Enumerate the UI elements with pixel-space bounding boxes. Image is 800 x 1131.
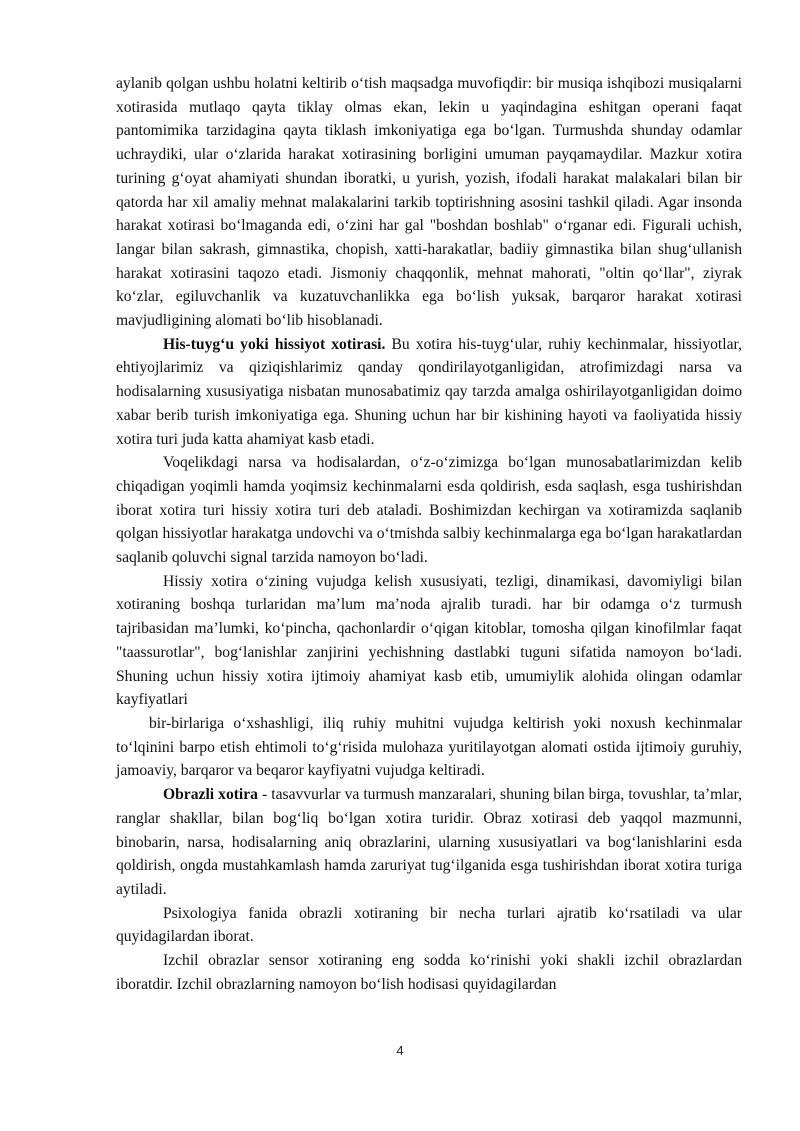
section-heading-image-memory: Obrazli xotira [163, 786, 258, 804]
paragraph-image-memory-types [116, 902, 742, 949]
paragraph-text: - tasavvurlar va turmush manzaralari, shuning bilan birga, tovushlar, ta’mlar, ranglar shakllar, bilan bog‘liq bo‘lgan xotira turidir. Obraz xotirasi deb yaqqol mazmunni, binobarin, narsa, hodisalarning aniq obrazlarini, ularning xususiyatlari va bog‘lanishlarini esda qoldirish, ongda mustahkamlash hamda zaruriyat tug‘ilganida esga tushirishdan iborat xotira turiga aytiladi. [116, 786, 742, 898]
paragraph-text: bir-birlariga o‘xshashligi, iliq ruhiy muhitni vujudga keltirish yoki noxush kechinmalar to‘lqinini barpo etish ehtimoli to‘g‘risida mulohaza yuritilayotgan alomati ostida ijtimoiy guruhiy, jamoaviy, barqaror va beqaror kayfiyatni vujudga keltiradi. [116, 714, 742, 780]
paragraph-text: Hissiy xotira o‘zining vujudga kelish xususiyati, tezligi, dinamikasi, davomiyligi bilan xotiraning boshqa turlaridan ma’lum ma’noda ajralib turadi. har bir odamga o‘z turmush tajribasidan ma’lumki, ko‘pincha, qachonlardir o‘qigan kitoblar, tomosha qilgan kinofilmlar faqat "taassurotlar", bog‘lanishlar zanjirini yechishning dastlabki tuguni sifatida namoyon bo‘ladi. Shuning uchun hissiy xotira ijtimoiy ahamiyat kasb etib, umumiylik alohida olingan odamlar kayfiyatlari [116, 572, 742, 709]
paragraph-text: aylanib qolgan ushbu holatni keltirib o‘tish maqsadga muvofiqdir: bir musiqa ishqibozi musiqalarni xotirasida mutlaqo qayta tiklay olmas ekan, lekin u yaqindagina eshitgan operani faqat pantomimika tarzidagina qayta tiklash imkoniyatiga ega bo‘lgan. Turmushda shunday odamlar uchraydiki, ular o‘zlarida harakat xotirasining borligini umuman payqamaydilar. Mazkur xotira turining g‘oyat ahamiyati shundan iboratki, u yurish, yozish, ifodali harakat malakalari bilan bir qatorda har xil amaliy mehnat malakalarini tarkib toptirishning asosini tashkil qiladi. Agar insonda harakat xotirasi bo‘lmaganda edi, o‘zini har gal "boshdan boshlab" o‘rganar edi. Figurali uchish, langar bilan sakrash, gimnastika, chopish, xatti-harakatlar, badiiy gimnastika bilan shug‘ullanish harakat xotirasini taqozo etadi. Jismoniy chaqqonlik, mehnat mahorati, "oltin qo‘llar", ziyrak ko‘zlar, egiluvchanlik va kuzatuvchanlikka ega bo‘lish yuksak, barqaror harakat xotirasi mavjudligining alomati bo‘lib hisoblanadi. [116, 75, 742, 330]
paragraph-emotional-social [116, 712, 742, 783]
paragraph-emotional-definition [116, 451, 742, 570]
paragraph-emotional-memory [116, 333, 742, 452]
paragraph-text: Izchil obrazlar sensor xotiraning eng sodda ko‘rinishi yoki shakli izchil obrazlardan iboratdir. Izchil obrazlarning namoyon bo‘lish hodisasi quyidagilardan [116, 952, 742, 993]
paragraph-consistent-images [116, 949, 742, 996]
paragraph-text: Bu xotira his-tuyg‘ular, ruhiy kechinmalar, hissiyotlar, ehtiyojlarimiz va qiziqishlarimiz qanday qondirilayotganligidan, atrofimizdagi narsa va hodisalarning xususiyatiga nisbatan munosabatimiz qay tarzda amalga oshirilayotganligidan doimo xabar berib turish imkoniyatiga ega. Shuning uchun har bir kishining hayoti va faoliyatida hissiy xotira turi juda katta ahamiyat kasb etadi. [116, 335, 742, 448]
paragraph-motor-memory [116, 72, 742, 333]
page-number: 4 [396, 1043, 404, 1058]
document-page [116, 72, 742, 996]
paragraph-emotional-features [116, 570, 742, 712]
paragraph-text: Voqelikdagi narsa va hodisalardan, o‘z-o‘zimizga bo‘lgan munosabatlarimizdan kelib chiqadigan yoqimli hamda yoqimsiz kechinmalarni esda qoldirish, esda saqlash, esga tushirishdan iborat xotira turi hissiy xotira turi deb ataladi. Boshimizdan kechirgan va xotiramizda saqlanib qolgan hissiyotlar harakatga undovchi va o‘tmishda salbiy kechinmalarga ega bo‘lgan harakatlardan saqlanib qoluvchi signal tarzida namoyon bo‘ladi. [116, 454, 742, 567]
paragraph-text: Psixologiya fanida obrazli xotiraning bir necha turlari ajratib ko‘rsatiladi va ular quyidagilardan iborat. [116, 904, 742, 946]
paragraph-image-memory [116, 783, 742, 902]
section-heading-emotional-memory: His-tuyg‘u yoki hissiyot xotirasi. [163, 335, 386, 353]
